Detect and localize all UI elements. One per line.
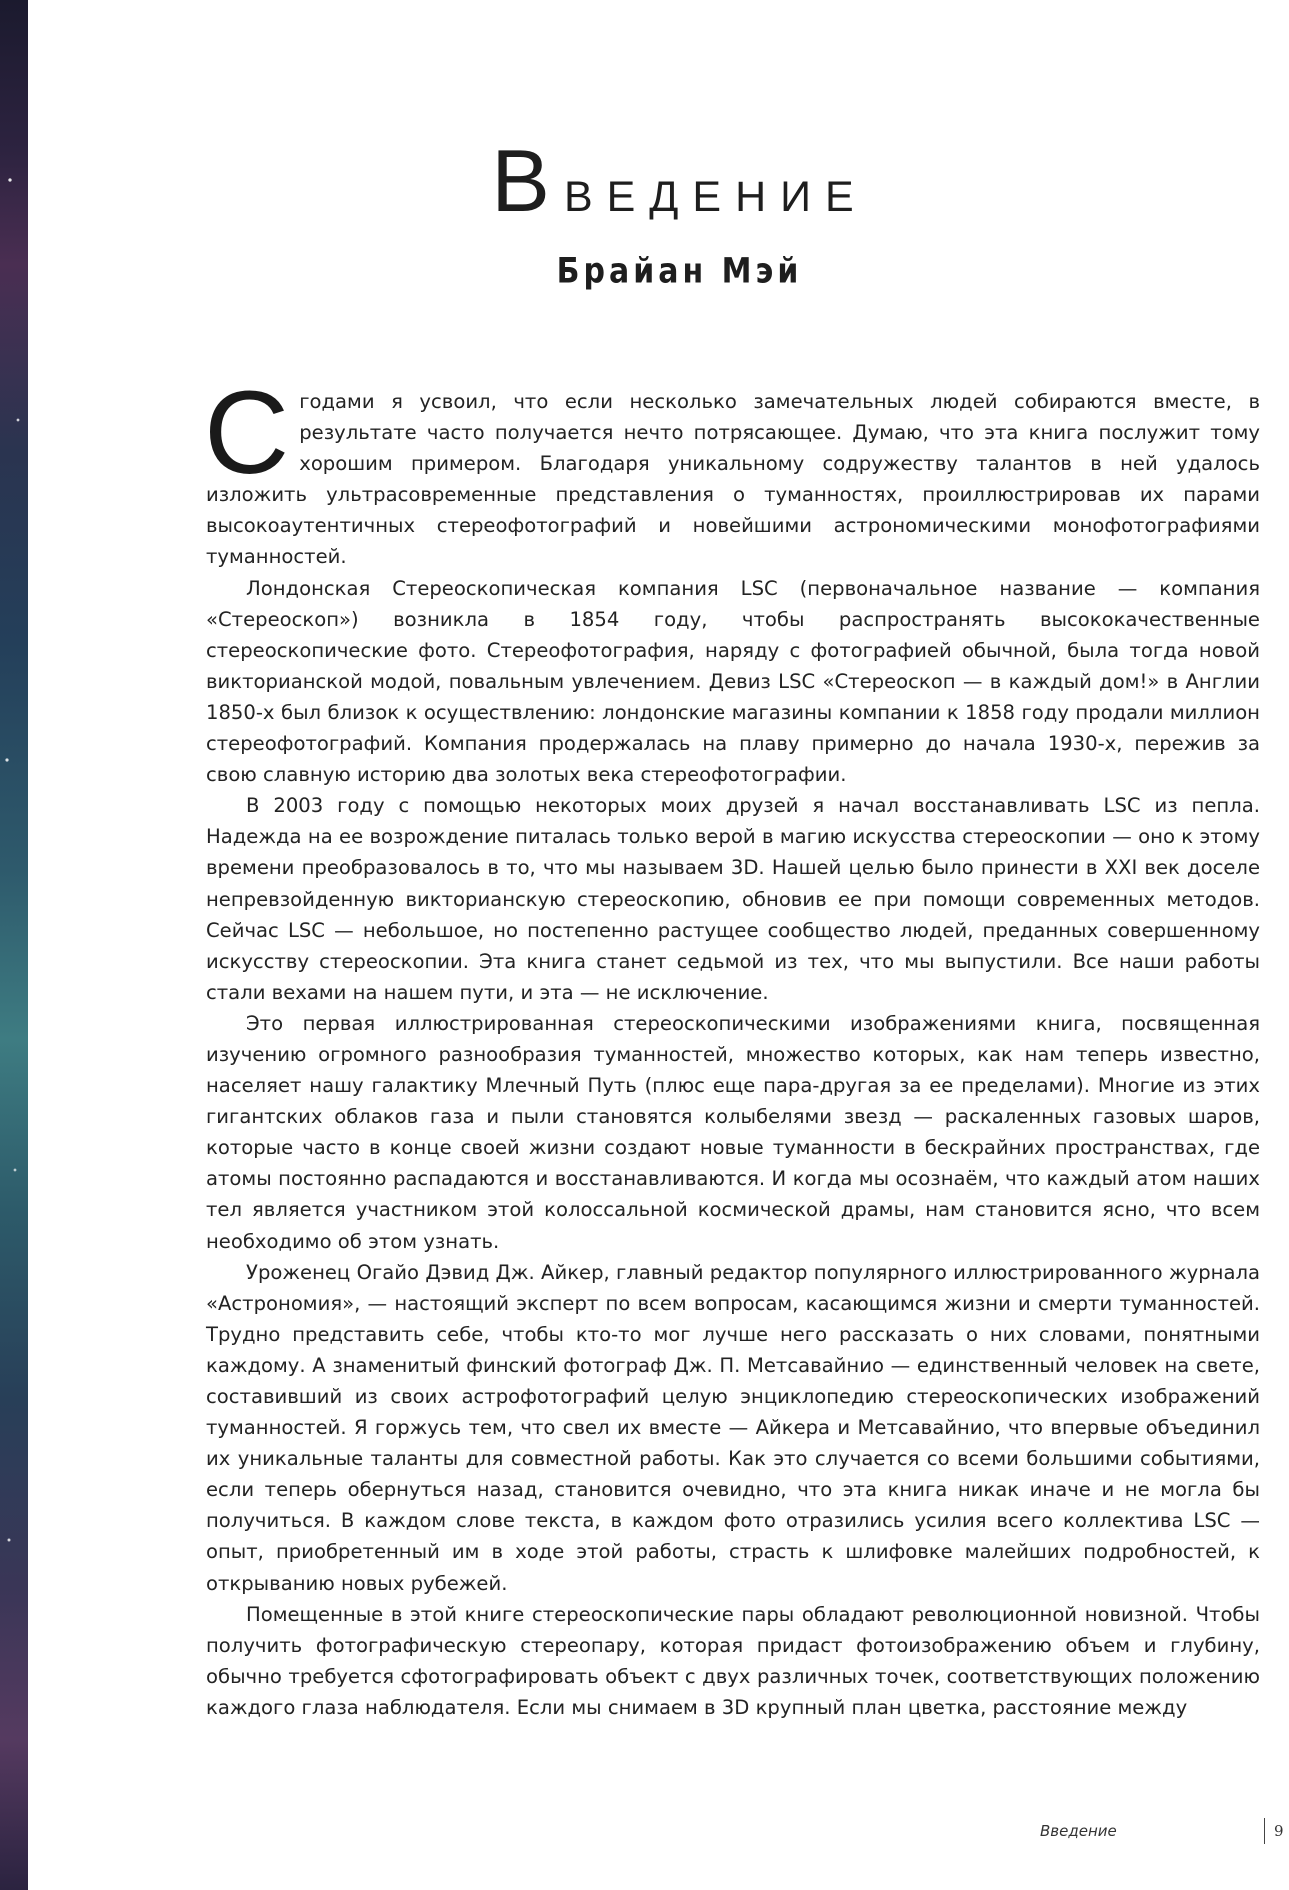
- paragraph-5: Уроженец Огайо Дэвид Дж. Айкер, главный редактор популярного иллюстрированного журнала «Астрономия», — настоящий эксперт по всем вопросам, касающимся жизни и смерти туманностей. Трудно представить себе, чтобы кто-то мог лучше него рассказать о них словами, понятными каждому. А знаменитый финский фотограф Дж. П. Метсавайнио — единственный человек на свете, составивший из своих астрофотографий целую энциклопедию стереоскопических изображений туманностей. Я горжусь тем, что свел их вместе — Айкера и Метсавайнио, что впервые объединил их уникальные таланты для совместной работы. Как это случается со всеми большими событиями, если теперь обернуться назад, становится очевидно, что эта книга никак иначе и не могла бы получиться. В каждом слове текста, в каждом фото отразились усилия всего коллектива LSC — опыт, приобретенный им в ходе этой работы, страсть к шлифовке малейших подробностей, к открыванию новых рубежей.: [206, 1260, 1260, 1595]
- paragraph-1-text: годами я усвоил, что если несколько замечательных людей собираются вместе, в результате часто получается нечто потрясающее. Думаю, что эта книга послужит тому хорошим примером. Благодаря уникальному содружеству талантов в ней удалось изложить ультрасовременные представления о туманностях, проиллюстрировав их парами высокоаутентичных стереофотографий и новейшими астрономическими монофотографиями туманностей.: [206, 390, 1260, 569]
- paragraph-3: В 2003 году с помощью некоторых моих друзей я начал восстанавливать LSC из пепла. Надежда на ее возрождение питалась только верой в магию искусства стереоскопии — оно к этому времени преобразовалось в то, что мы называем 3D. Нашей целью было принести в XXI век доселе непревзойденную викторианскую стереоскопию, обновив ее при помощи современных методов. Сейчас LSC — небольшое, но постепенно растущее сообщество людей, преданных совершенному искусству стереоскопии. Эта книга станет седьмой из тех, что мы выпустили. Все наши работы стали вехами на нашем пути, и эта — не исключение.: [206, 794, 1260, 1004]
- author-name: Брайан Мэй: [556, 251, 803, 292]
- article-body: [204, 367, 1260, 1723]
- paragraph-1: [204, 367, 1260, 573]
- paragraph-2: Лондонская Стереоскопическая компания LSC (первоначальное название — компания «Стереоскоп») возникла в 1854 году, чтобы распространять высококачественные стереоскопические фото. Стереофотография, наряду с фотографией обычной, была тогда новой викторианской модой, повальным увлечением. Девиз LSC «Стереоскоп — в каждый дом!» в Англии 1850-х был близок к осуществлению: лондонские магазины компании к 1858 году продали миллион стереофотографий. Компания продержалась на плаву примерно до начала 1930-х, пережив за свою славную историю два золотых века стереофотографии.: [206, 576, 1260, 787]
- drop-cap: С: [204, 367, 290, 499]
- page-title-first-letter: В: [491, 131, 564, 230]
- page-footer: [0, 1818, 1289, 1848]
- page-title-rest: ведение: [563, 156, 868, 225]
- paragraph-6: Помещенные в этой книге стереоскопические пары обладают революционной новизной. Чтобы получить фотографическую стереопару, которая придаст фотоизображению объем и глубину, обычно требуется сфотографировать объект с двух различных точек, соответствующих положению каждого глаза наблюдателя. Если мы снимаем в 3D крупный план цветка, расстояние между: [206, 1602, 1260, 1719]
- footer-divider: [1264, 1818, 1265, 1844]
- paragraph-4: Это первая иллюстрированная стереоскопическими изображениями книга, посвященная изучению огромного разнообразия туманностей, множество которых, как нам теперь известно, населяет нашу галактику Млечный Путь (плюс еще пара-другая за ее пределами). Многие из этих гигантских облаков газа и пыли становятся колыбелями звезд — раскаленных газовых шаров, которые часто в конце своей жизни создают новые туманности в бескрайних пространствах, где атомы постоянно распадаются и восстанавливаются. И когда мы осознаём, что каждый атом наших тел является участником этой колоссальной космической драмы, нам становится ясно, что всем необходимо об этом узнать.: [206, 1011, 1260, 1253]
- page-number: 9: [1274, 1822, 1284, 1840]
- page-title: [0, 130, 1289, 232]
- running-footer-section: Введение: [1040, 1822, 1117, 1840]
